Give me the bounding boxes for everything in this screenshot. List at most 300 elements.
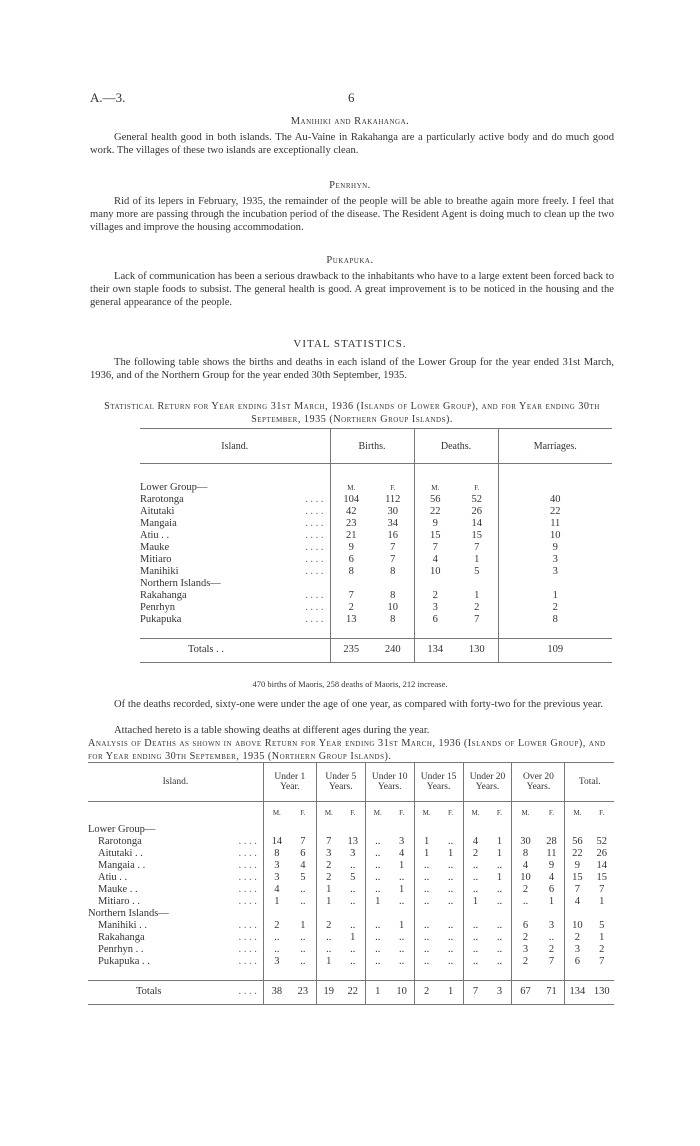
table2-lower-leader-4: . . . . (238, 883, 257, 895)
table2-northern-cell-2-0: .. (263, 944, 290, 956)
table1-northern-deaths-f-1: 2 (474, 601, 480, 613)
table1-header-island: Island. (221, 440, 249, 452)
table2-totals-cell-7: 1 (447, 986, 454, 997)
table2-northern-cell-2-4: .. (365, 944, 389, 956)
table1-lower-deaths-f-6: 5 (474, 565, 480, 577)
table2-lower-island-name-3: Atiu . . (98, 871, 128, 883)
table2-northern-cell-3-12: 6 (565, 956, 589, 968)
table2-northern-cell-1-3: 1 (350, 931, 356, 943)
table2-f-label: F. (496, 808, 503, 817)
table1-totals-births-m: 235 (330, 638, 372, 662)
table1-lower-births-m-2: 23 (330, 518, 372, 530)
table1-totals-marriages: 109 (498, 638, 612, 662)
table1-lower-island-5: Mitiaro (140, 553, 172, 565)
table2-lower-cell-2-0: 3 (263, 860, 290, 872)
table-row (88, 932, 614, 944)
table2-spacer (88, 968, 263, 981)
table2-lower-cell-4-0: 4 (263, 884, 290, 896)
table2-spacer-cell (512, 968, 539, 981)
table2-northern-cell-2-12: 3 (565, 944, 589, 956)
table2-northern-island-name-1: Rakahanga (98, 931, 145, 943)
table-row (140, 566, 612, 578)
table2-lower-cell-3-7: .. (447, 871, 454, 883)
table2-northern-cell-3-3: .. (350, 955, 356, 967)
table2-lower-cell-3-3: 5 (350, 871, 356, 883)
table2-northern-cell-2-13: 2 (599, 943, 605, 955)
page-header (90, 90, 610, 104)
table2-northern-cell-1-12: 2 (565, 932, 589, 944)
table2-lower-cell-3-1: 5 (300, 871, 306, 883)
table2-lower-cell-3-12: 15 (565, 872, 589, 884)
table2-northern-cell-3-6: .. (414, 956, 438, 968)
table2-lower-island-name-1: Aitutaki . . (98, 847, 143, 859)
table2-northern-cell-2-3: .. (350, 943, 356, 955)
table1-northern-births-m-2: 13 (330, 614, 372, 626)
table2-f-label: F. (548, 808, 554, 817)
table2-lower-cell-4-4: .. (365, 884, 389, 896)
table2-northern-cell-0-8: .. (463, 920, 487, 932)
table1-lower-births-m-5: 6 (330, 554, 372, 566)
section-text-pukapuka: Lack of communication has been a serious drawback to the inhabitants who have to a large extent been forced back to their own staple foods to subsist. The general health is good. A great improvement is to be noticed in the housing and the general appearance of the people. (90, 271, 614, 308)
table1-lower-marriages-2: 11 (498, 518, 612, 530)
table-row (140, 518, 612, 530)
table2-lower-leader-3: . . . . (238, 871, 257, 883)
section-heading-pukapuka: Pukapuka. (326, 255, 374, 266)
table2-northern-cell-1-8: .. (463, 932, 487, 944)
table2-northern-cell-3-10: 2 (512, 956, 539, 968)
table1-northern-births-f-0: 8 (390, 589, 396, 601)
section-heading-penrhyn: Penrhyn. (329, 180, 371, 191)
table2-header-under5: Under 5 Years. (316, 763, 365, 802)
table2-northern-cell-0-5: 1 (399, 919, 405, 931)
table2-f-label: F. (599, 808, 605, 817)
table2-lower-island-1 (88, 848, 263, 860)
table1-lower-births-m-4: 9 (330, 542, 372, 554)
table2-northern-cell-1-1: .. (300, 931, 306, 943)
table1-northern-deaths-f-2: 7 (474, 613, 480, 625)
table1-totals-births-f: 240 (384, 644, 401, 655)
table2-lower-island-2 (88, 860, 263, 872)
table1-group-northern: Northern Islands— (140, 577, 221, 589)
table1-lower-island-1: Aitutaki (140, 505, 175, 517)
table2-lower-cell-3-0: 3 (263, 872, 290, 884)
table1-lower-island-4: Mauke (140, 541, 170, 553)
table2-northern-cell-3-0: 3 (263, 956, 290, 968)
table1-northern-births-f-2: 8 (390, 613, 396, 625)
table2-spacer-cell (390, 968, 414, 981)
table2-lower-cell-5-8: 1 (463, 896, 487, 908)
table2-spacer-cell (538, 968, 565, 981)
table1-births-m-label: M. (330, 482, 372, 494)
table1-northern-deaths-m-2: 6 (414, 614, 456, 626)
table2-northern-island-3 (88, 956, 263, 968)
table2-lower-cell-3-2: 2 (316, 872, 340, 884)
table2-northern-island-1 (88, 932, 263, 944)
table2-lower-cell-4-11: 6 (548, 883, 555, 895)
table1-lower-leader-6: . . . . (305, 565, 324, 577)
table2-header-total: Total. (565, 763, 614, 802)
table2-lower-cell-5-4: 1 (365, 896, 389, 908)
table2-lower-cell-0-7: .. (447, 835, 454, 847)
table1-totals-deaths-f: 130 (468, 644, 485, 655)
section-text-manihiki: General health good in both islands. The Au-Vaine in Rakahanga are a particularly active body and do much good work. The villages of these two islands are exceptionally clean. (90, 132, 614, 156)
table2-lower-cell-0-8: 4 (463, 836, 487, 848)
table2-group-lower: Lower Group— (88, 823, 156, 835)
table2-header-under20: Under 20 Years. (463, 763, 512, 802)
table2-totals-cell-1: 23 (297, 986, 309, 997)
table2-northern-leader-1: . . . . (238, 931, 257, 943)
table2-lower-cell-4-1: .. (300, 883, 306, 895)
table2-totals-cell-4: 1 (365, 980, 389, 1004)
table2-northern-leader-0: . . . . (238, 919, 257, 931)
table2-mf-spacer (88, 802, 263, 824)
table2-northern-cell-1-9: .. (496, 931, 503, 943)
table1-northern-island-1: Penrhyn (140, 601, 175, 613)
table1-northern-deaths-f-0: 1 (474, 589, 480, 601)
table2-m-label: M. (512, 802, 539, 824)
table2-lower-cell-5-1: .. (300, 895, 306, 907)
table2-header-island: Island. (162, 777, 189, 787)
table1-lower-marriages-0: 40 (498, 494, 612, 506)
table2-lower-leader-0: . . . . (238, 835, 257, 847)
table2-northern-island-2 (88, 944, 263, 956)
table2-lower-cell-5-2: 1 (316, 896, 340, 908)
table2-lower-cell-4-8: .. (463, 884, 487, 896)
table-row (140, 554, 612, 566)
table-row (88, 896, 614, 908)
table2-northern-cell-3-5: .. (399, 955, 405, 967)
table2-northern-cell-3-7: .. (447, 955, 454, 967)
table1-group-lower: Lower Group— (140, 481, 208, 493)
table1-lower-leader-4: . . . . (305, 541, 324, 553)
table2-totals-leader: . . . . (238, 986, 257, 997)
table-row (140, 614, 612, 626)
table1-lower-deaths-m-0: 56 (414, 494, 456, 506)
table1-northern-marriages-1: 2 (498, 602, 612, 614)
table2-lower-island-name-4: Mauke . . (98, 883, 138, 895)
table2-m-label: M. (365, 802, 389, 824)
table-row (88, 944, 614, 956)
table2-lower-cell-3-10: 10 (512, 872, 539, 884)
table2-totals-cell-5: 10 (396, 986, 407, 997)
table2-lower-cell-5-10: .. (512, 896, 539, 908)
table2-lower-cell-3-9: 1 (496, 871, 503, 883)
table2-lower-cell-0-13: 52 (596, 835, 607, 847)
table2-lower-cell-4-2: 1 (316, 884, 340, 896)
table2-lower-cell-0-0: 14 (263, 836, 290, 848)
table2-lower-cell-0-6: 1 (414, 836, 438, 848)
table2-lower-cell-3-5: .. (399, 871, 405, 883)
table2-northern-cell-0-3: .. (350, 919, 356, 931)
report-reference: A.—3. (90, 90, 126, 105)
table-row (88, 884, 614, 896)
table1-lower-births-f-4: 7 (390, 541, 396, 553)
table2-spacer-cell (589, 968, 614, 981)
table2-totals-cell-2: 19 (316, 980, 340, 1004)
table2-totals-cell-8: 7 (463, 980, 487, 1004)
table2-northern-cell-3-8: .. (463, 956, 487, 968)
table-row (88, 860, 614, 872)
table1-lower-deaths-f-0: 52 (471, 493, 482, 505)
table2-header-under10: Under 10 Years. (365, 763, 414, 802)
table2-lower-cell-1-8: 2 (463, 848, 487, 860)
table2-lower-cell-4-5: 1 (399, 883, 405, 895)
table1-lower-births-m-0: 104 (330, 494, 372, 506)
table1-northern-marriages-2: 8 (498, 614, 612, 626)
table1-northern-marriages-0: 1 (498, 590, 612, 602)
table1-lower-leader-1: . . . . (305, 505, 324, 517)
table2-m-label: M. (263, 802, 290, 824)
table2-lower-leader-1: . . . . (238, 847, 257, 859)
table2-lower-island-5 (88, 896, 263, 908)
table1-lower-leader-3: . . . . (305, 529, 324, 541)
table1-northern-island-0: Rakahanga (140, 589, 187, 601)
table2-lower-cell-2-6: .. (414, 860, 438, 872)
table2-lower-cell-2-5: 1 (399, 859, 405, 871)
table1-lower-births-m-6: 8 (330, 566, 372, 578)
table1-northern-leader-0: . . . . (305, 589, 324, 601)
table1-lower-deaths-m-3: 15 (414, 530, 456, 542)
table1-lower-deaths-f-5: 1 (474, 553, 480, 565)
table1-lower-births-m-1: 42 (330, 506, 372, 518)
table2-lower-island-name-5: Mitiaro . . (98, 895, 140, 907)
table2-lower-cell-1-10: 8 (512, 848, 539, 860)
table1-lower-births-f-5: 7 (390, 553, 396, 565)
table2-totals-cell-3: 22 (347, 986, 358, 997)
table2-lower-cell-1-6: 1 (414, 848, 438, 860)
table2-lower-cell-5-5: .. (399, 895, 405, 907)
table2-lower-cell-3-4: .. (365, 872, 389, 884)
table2-northern-cell-0-1: 1 (300, 919, 306, 931)
section-heading-manihiki: Manihiki and Rakahanga. (290, 116, 410, 127)
table1-lower-births-f-6: 8 (390, 565, 396, 577)
table2-lower-cell-1-12: 22 (565, 848, 589, 860)
table2-spacer-cell (463, 968, 487, 981)
table2-northern-cell-1-0: .. (263, 932, 290, 944)
table2-northern-cell-2-8: .. (463, 944, 487, 956)
table2-lower-cell-3-13: 15 (596, 871, 607, 883)
table2-m-label: M. (565, 802, 589, 824)
table2-f-label: F. (350, 808, 356, 817)
table2-totals-label (88, 980, 263, 1004)
table2-lower-cell-1-0: 8 (263, 848, 290, 860)
table2-lower-cell-4-6: .. (414, 884, 438, 896)
table1-lower-marriages-1: 22 (498, 506, 612, 518)
table2-northern-cell-1-2: .. (316, 932, 340, 944)
table2-lower-cell-1-11: 11 (546, 847, 557, 859)
table2-group-northern: Northern Islands— (88, 907, 169, 919)
table2-lower-cell-1-2: 3 (316, 848, 340, 860)
table-row (140, 542, 612, 554)
table-row (140, 506, 612, 518)
table-row (140, 602, 612, 614)
table1-births-f-label: F. (390, 483, 396, 492)
table2-totals-cell-10: 67 (512, 980, 539, 1004)
table2-lower-cell-0-1: 7 (300, 835, 306, 847)
table2-northern-cell-3-11: 7 (548, 955, 555, 967)
table2-lower-cell-1-13: 26 (596, 847, 607, 859)
table2-lower-cell-1-5: 4 (399, 847, 405, 859)
table1-northern-births-m-1: 2 (330, 602, 372, 614)
table2-spacer-cell (290, 968, 317, 981)
births-deaths-table (140, 428, 612, 663)
table2-lower-cell-1-1: 6 (300, 847, 306, 859)
table2-lower-island-3 (88, 872, 263, 884)
table2-lower-cell-2-3: .. (350, 859, 356, 871)
table2-f-label: F. (300, 808, 306, 817)
table2-totals-cell-6: 2 (414, 980, 438, 1004)
table2-header-under1: Under 1 Year. (263, 763, 316, 802)
table1-lower-deaths-m-5: 4 (414, 554, 456, 566)
table2-lower-cell-2-12: 9 (565, 860, 589, 872)
table2-lower-cell-1-7: 1 (447, 847, 454, 859)
table-row (140, 494, 612, 506)
table1-header-deaths: Deaths. (414, 429, 498, 464)
table1-lower-deaths-f-2: 14 (471, 517, 482, 529)
table2-caption: Analysis of Deaths as shown in above Return for Year ending 31st March, 1936 (Islands of Lower Group), and for Year ending 30th September, 1935 (Northern Group Islands). (88, 738, 606, 762)
table2-lower-cell-2-11: 9 (548, 859, 555, 871)
table2-totals-row (88, 980, 614, 1004)
table2-lower-cell-1-4: .. (365, 848, 389, 860)
table1-lower-deaths-f-4: 7 (474, 541, 480, 553)
table2-northern-island-name-3: Pukapuka . . (98, 955, 150, 967)
table2-northern-cell-3-13: 7 (599, 955, 605, 967)
table2-northern-island-0 (88, 920, 263, 932)
table1-deaths-f-label: F. (474, 483, 480, 492)
table2-lower-cell-5-13: 1 (599, 895, 605, 907)
table2-northern-cell-1-10: 2 (512, 932, 539, 944)
table2-totals-cell-13: 130 (593, 986, 610, 997)
table1-northern-leader-2: . . . . (305, 613, 324, 625)
table1-lower-deaths-f-1: 26 (471, 505, 482, 517)
table2-lower-island-name-2: Mangaia . . (98, 859, 146, 871)
table1-lower-island-3: Atiu . . (140, 529, 170, 541)
table2-northern-cell-1-11: .. (548, 931, 555, 943)
table2-spacer-row (88, 968, 614, 981)
table2-northern-cell-1-4: .. (365, 932, 389, 944)
table2-lower-cell-4-13: 7 (599, 883, 605, 895)
table2-northern-cell-1-7: .. (447, 931, 454, 943)
table2-spacer-cell (341, 968, 365, 981)
table2-lower-cell-0-10: 30 (512, 836, 539, 848)
table-row (88, 848, 614, 860)
table2-spacer-cell (488, 968, 512, 981)
table1-lower-leader-0: . . . . (305, 493, 324, 505)
table2-lower-cell-4-7: .. (447, 883, 454, 895)
table2-northern-cell-0-0: 2 (263, 920, 290, 932)
table2-lower-cell-2-8: .. (463, 860, 487, 872)
table1-lower-births-f-2: 34 (387, 517, 398, 529)
table2-lower-cell-5-11: 1 (548, 895, 555, 907)
table2-lower-cell-5-7: .. (447, 895, 454, 907)
table-row (88, 836, 614, 848)
table2-northern-cell-0-9: .. (496, 919, 503, 931)
table2-lower-cell-2-4: .. (365, 860, 389, 872)
table1-totals-deaths-m: 134 (414, 638, 456, 662)
table2-lower-cell-2-10: 4 (512, 860, 539, 872)
table1-lower-marriages-5: 3 (498, 554, 612, 566)
section-text-penrhyn: Rid of its lepers in February, 1935, the remainder of the people will be able to breathe again more freely. I feel that many more are passing through the incubation period of the disease. The Resident Agent is doing much to clean up the two villages and improve the housing accommodation. (90, 196, 614, 233)
table2-totals-cell-12: 134 (565, 980, 589, 1004)
table2-totals-label-text: Totals (136, 986, 162, 997)
table2-lower-cell-1-9: 1 (496, 847, 503, 859)
table2-spacer-cell (439, 968, 463, 981)
table1-header-marriages: Marriages. (498, 429, 612, 464)
table2-northern-cell-2-11: 2 (548, 943, 555, 955)
table2-m-label: M. (463, 802, 487, 824)
table2-lower-cell-5-12: 4 (565, 896, 589, 908)
table2-lower-cell-5-9: .. (496, 895, 503, 907)
table2-spacer-cell (316, 968, 340, 981)
attachment-note-paragraph: Attached hereto is a table showing deaths at different ages during the year. (114, 725, 430, 736)
table2-northern-cell-1-5: .. (399, 931, 405, 943)
table1-northern-births-m-0: 7 (330, 590, 372, 602)
table1-lower-births-m-3: 21 (330, 530, 372, 542)
table2-lower-island-name-0: Rarotonga (98, 835, 142, 847)
table-row (140, 590, 612, 602)
table2-northern-cell-0-7: .. (447, 919, 454, 931)
table1-totals-row (140, 638, 612, 662)
table2-spacer-cell (565, 968, 589, 981)
deaths-summary-paragraph: Of the deaths recorded, sixty-one were under the age of one year, as compared with forty-two for the previous year. (114, 699, 604, 710)
table2-lower-island-0 (88, 836, 263, 848)
table1-lower-marriages-3: 10 (498, 530, 612, 542)
table2-m-label: M. (414, 802, 438, 824)
table1-northern-island-2: Pukapuka (140, 613, 182, 625)
table2-northern-cell-3-4: .. (365, 956, 389, 968)
table2-northern-cell-0-13: 5 (599, 919, 605, 931)
table2-northern-cell-3-2: 1 (316, 956, 340, 968)
table1-lower-island-0: Rarotonga (140, 493, 184, 505)
table1-footnote: 470 births of Maoris, 258 deaths of Maoris, 212 increase. (252, 679, 448, 689)
table1-lower-births-f-1: 30 (387, 505, 398, 517)
table2-f-label: F. (448, 808, 454, 817)
table1-lower-deaths-f-3: 15 (471, 529, 482, 541)
table1-lower-island-6: Manihiki (140, 565, 179, 577)
table2-totals-cell-0: 38 (263, 980, 290, 1004)
table1-caption: Statistical Return for Year ending 31st March, 1936 (Islands of Lower Group), and for Year ending 30th September, 1935 (Northern Group Islands). (104, 401, 600, 425)
vital-statistics-intro: The following table shows the births and deaths in each island of the Lower Group for the year ended 31st March, 1936, and of the Northern Group for the year ended 30th September, 1935. (90, 357, 614, 381)
table2-lower-cell-0-11: 28 (546, 835, 557, 847)
table2-lower-cell-0-2: 7 (316, 836, 340, 848)
table2-lower-cell-2-7: .. (447, 859, 454, 871)
table2-totals-cell-11: 71 (546, 986, 557, 997)
table-row (88, 956, 614, 968)
table2-northern-cell-2-7: .. (447, 943, 454, 955)
table2-lower-cell-0-9: 1 (496, 835, 503, 847)
table2-northern-cell-0-10: 6 (512, 920, 539, 932)
table1-lower-deaths-m-6: 10 (414, 566, 456, 578)
table2-lower-cell-4-3: .. (350, 883, 356, 895)
table2-lower-cell-1-3: 3 (350, 847, 356, 859)
table2-lower-leader-5: . . . . (238, 895, 257, 907)
table2-northern-cell-1-6: .. (414, 932, 438, 944)
table2-northern-cell-1-13: 1 (599, 931, 605, 943)
table1-totals-label: Totals . . (188, 644, 225, 655)
table1-northern-births-f-1: 10 (387, 601, 398, 613)
table2-lower-cell-3-6: .. (414, 872, 438, 884)
table2-header-under15: Under 15 Years. (414, 763, 463, 802)
table2-lower-cell-5-0: 1 (263, 896, 290, 908)
table-row (88, 872, 614, 884)
table2-northern-cell-0-4: .. (365, 920, 389, 932)
table2-northern-cell-2-6: .. (414, 944, 438, 956)
table2-m-label: M. (316, 802, 340, 824)
table2-lower-cell-2-1: 4 (300, 859, 306, 871)
table1-lower-births-f-0: 112 (385, 493, 401, 505)
table2-spacer-cell (263, 968, 290, 981)
table2-northern-cell-2-10: 3 (512, 944, 539, 956)
